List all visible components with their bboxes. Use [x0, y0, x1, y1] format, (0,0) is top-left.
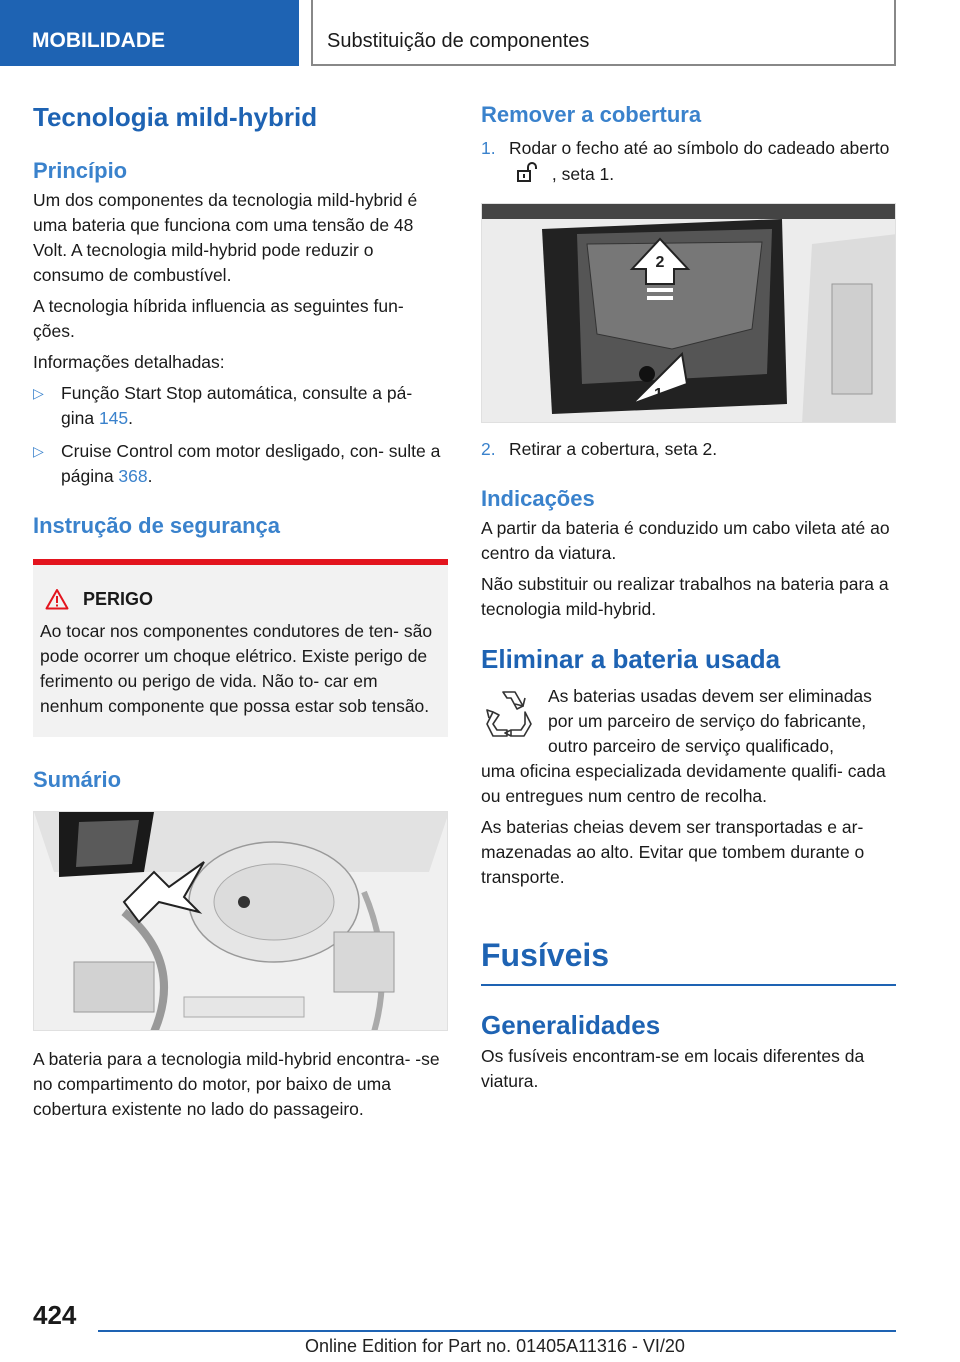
- warning-triangle-icon: [45, 588, 69, 610]
- page-link-145[interactable]: 145: [98, 408, 129, 428]
- step-1: 1. Rodar o fecho até ao símbolo do cadeado aberto , seta 1.: [481, 138, 890, 184]
- disposal-heading: Eliminar a bateria usada: [481, 644, 781, 674]
- triangle-bullet-icon: ▷: [33, 443, 44, 459]
- list-item: ▷ Cruise Control com motor desligado, con- sulte a página 368.: [33, 441, 441, 486]
- notes-paragraph-1: A partir da bateria é conduzido um cabo vileta até ao centro da viatura.: [481, 518, 890, 563]
- right-column: [481, 100, 896, 1094]
- chapter-title: Substituição de componentes: [311, 0, 896, 66]
- danger-title: PERIGO: [40, 587, 436, 611]
- page-header: [0, 0, 960, 66]
- step-2: 2. Retirar a cobertura, seta 2.: [481, 439, 718, 459]
- cover-removal-image: [481, 203, 896, 423]
- principle-paragraph: Um dos componentes da tecnologia mild-hybrid é uma bateria que funciona com uma tensão de 48 Volt. A tecnologia mild-hybrid pode reduzir o consumo de combustível.: [33, 190, 418, 285]
- fuses-divider: [481, 984, 896, 986]
- arrow-1-label: 1: [654, 386, 663, 403]
- page-link-368[interactable]: 368: [118, 466, 148, 486]
- fuses-paragraph: Os fusíveis encontram-se em locais diferentes da viatura.: [481, 1046, 865, 1091]
- hybrid-functions-paragraph: A tecnologia híbrida influencia as seguintes fun- ções.: [33, 296, 404, 341]
- danger-box: [33, 559, 448, 737]
- fuses-heading: Fusíveis: [481, 937, 610, 973]
- arrow-2-label: 2: [655, 254, 665, 271]
- page-number: 424: [33, 1300, 77, 1330]
- left-column: [33, 100, 448, 1122]
- disposal-paragraph-2: As baterias cheias devem ser transportadas e ar- mazenadas ao alto. Evitar que tombem durante o transporte.: [481, 817, 865, 887]
- disposal-paragraph-1-cont: uma oficina especializada devidamente qualifi- cada ou entregues num centro de recolha.: [481, 761, 886, 806]
- general-heading: Generalidades: [481, 1010, 661, 1040]
- safety-heading: Instrução de segurança: [33, 513, 280, 538]
- summary-heading: Sumário: [33, 767, 122, 792]
- footer-divider: [98, 1330, 896, 1332]
- triangle-bullet-icon: ▷: [33, 385, 44, 401]
- principle-heading: Princípio: [33, 158, 128, 183]
- danger-text: Ao tocar nos componentes condutores de ten- são pode ocorrer um choque elétrico. Existe perigo de ferimento ou perigo de vida. Não to- car em nenhum componente que possa estar sob tensão.: [40, 621, 433, 716]
- summary-paragraph: A bateria para a tecnologia mild-hybrid encontra- -se no compartimento do motor, por baixo de uma cobertura existente no lado do passageiro.: [33, 1049, 440, 1119]
- section-label: MOBILIDADE: [0, 0, 299, 66]
- edition-text: Online Edition for Part no. 01405A11316 - VI/20: [305, 1336, 685, 1356]
- engine-bay-image: [33, 811, 448, 1031]
- list-item: ▷ Função Start Stop automática, consulte a pá- gina 145.: [33, 383, 413, 428]
- details-label: Informações detalhadas:: [33, 352, 225, 372]
- disposal-paragraph-1: As baterias usadas devem ser eliminadas por um parceiro de serviço do fabricante, outro parceiro de serviço qualificado,: [548, 686, 872, 756]
- notes-paragraph-2: Não substituir ou realizar trabalhos na bateria para a tecnologia mild-hybrid.: [481, 574, 889, 619]
- open-padlock-icon: [515, 161, 541, 183]
- remove-cover-heading: Remover a cobertura: [481, 102, 702, 127]
- notes-heading: Indicações: [481, 486, 595, 511]
- section-title: Tecnologia mild-hybrid: [33, 102, 318, 132]
- disposal-block: [481, 684, 896, 890]
- recycling-icon: [481, 684, 537, 740]
